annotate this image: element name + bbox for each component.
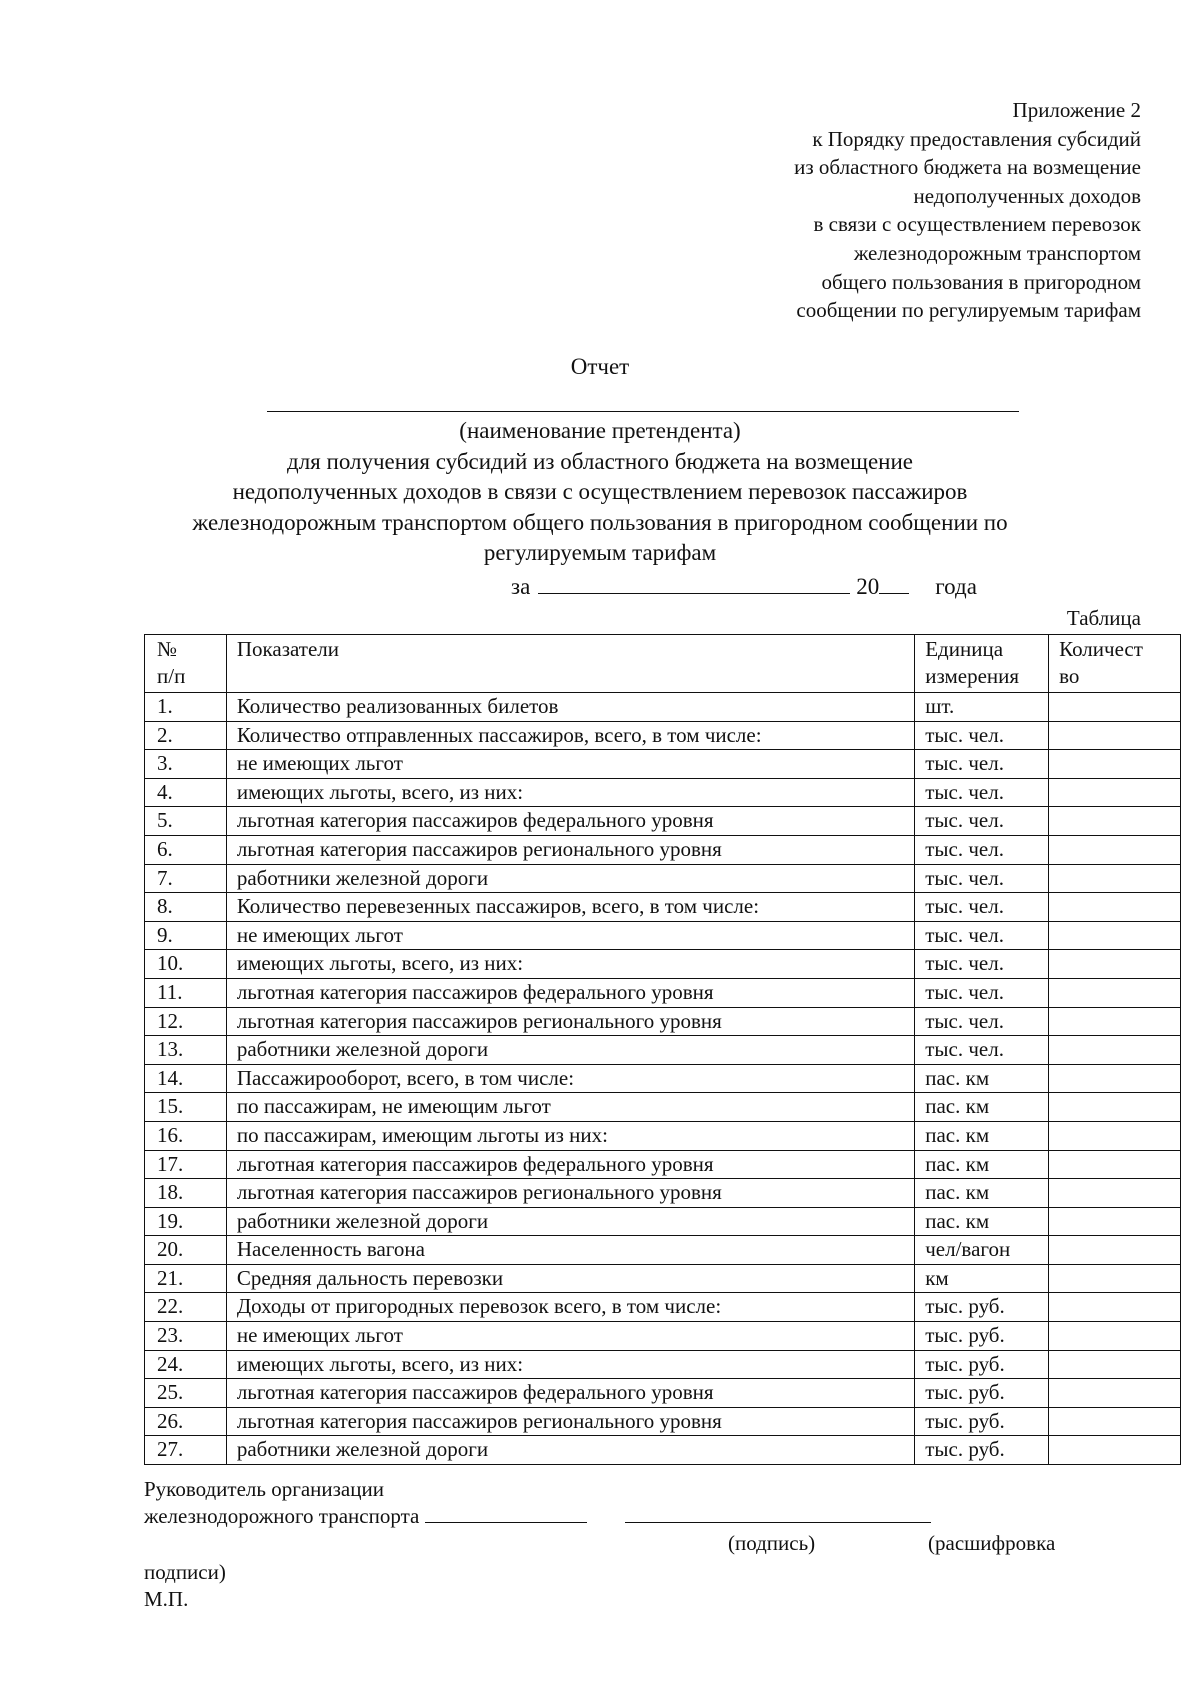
row-unit: пас. км: [915, 1093, 1049, 1122]
row-indicator: льготная категория пассажиров федерального уровня: [226, 807, 914, 836]
row-unit: пас. км: [915, 1207, 1049, 1236]
table-row: [145, 950, 1181, 979]
row-indicator: льготная категория пассажиров федерального уровня: [226, 1150, 914, 1179]
row-quantity: [1049, 1436, 1181, 1465]
row-unit: шт.: [915, 693, 1049, 722]
row-quantity: [1049, 1350, 1181, 1379]
annex-line: общего пользования в пригородном: [821, 269, 1141, 294]
row-unit: тыс. руб.: [915, 1407, 1049, 1436]
row-indicator: по пассажирам, не имеющим льгот: [226, 1093, 914, 1122]
table-row: [145, 978, 1181, 1007]
name-decoding-field: [625, 1519, 931, 1523]
row-number: 25.: [145, 1379, 227, 1408]
annex-line: в связи с осуществлением перевозок: [813, 212, 1141, 237]
row-indicator: работники железной дороги: [226, 1207, 914, 1236]
row-quantity: [1049, 1064, 1181, 1093]
row-indicator: Количество отправленных пассажиров, всего, в том числе:: [226, 721, 914, 750]
row-quantity: [1049, 1121, 1181, 1150]
purpose-line: железнодорожным транспортом общего пользования в пригородном сообщении по: [192, 509, 1008, 535]
annex-line: к Порядку предоставления субсидий: [812, 126, 1141, 151]
row-number: 9.: [145, 921, 227, 950]
row-quantity: [1049, 1093, 1181, 1122]
row-unit: тыс. чел.: [915, 950, 1049, 979]
signature-tail: [144, 1559, 226, 1613]
row-number: 1.: [145, 693, 227, 722]
row-indicator: не имеющих льгот: [226, 750, 914, 779]
annex-line: железнодорожным транспортом: [853, 240, 1141, 265]
row-quantity: [1049, 1207, 1181, 1236]
row-number: 10.: [145, 950, 227, 979]
table-row: [145, 835, 1181, 864]
table-row: [145, 1379, 1181, 1408]
annex-line: сообщении по регулируемым тарифам: [796, 298, 1141, 323]
row-quantity: [1049, 750, 1181, 779]
row-unit: тыс. руб.: [915, 1379, 1049, 1408]
table-row: [145, 893, 1181, 922]
row-number: 16.: [145, 1121, 227, 1150]
row-unit: тыс. чел.: [915, 978, 1049, 1007]
purpose-line: регулируемым тарифам: [483, 540, 717, 565]
row-number: 19.: [145, 1207, 227, 1236]
applicant-name-line: [267, 411, 1019, 412]
table-row: [145, 1150, 1181, 1179]
row-quantity: [1049, 1322, 1181, 1351]
row-unit: тыс. чел.: [915, 778, 1049, 807]
signature-caption: (подпись): [728, 1531, 816, 1555]
row-number: 17.: [145, 1150, 227, 1179]
row-unit: тыс. руб.: [915, 1350, 1049, 1379]
row-unit: тыс. чел.: [915, 864, 1049, 893]
row-quantity: [1049, 1150, 1181, 1179]
table-body: [145, 693, 1181, 1465]
row-number: 22.: [145, 1293, 227, 1322]
row-number: 5.: [145, 807, 227, 836]
table-row: [145, 1407, 1181, 1436]
period-suffix: года: [935, 574, 977, 599]
row-quantity: [1049, 921, 1181, 950]
row-indicator: работники железной дороги: [226, 864, 914, 893]
header-num: № п/п: [145, 635, 227, 693]
row-quantity: [1049, 1379, 1181, 1408]
row-unit: пас. км: [915, 1064, 1049, 1093]
table-header-row: [145, 635, 1181, 693]
signature-block: [144, 1476, 931, 1530]
table-row: [145, 921, 1181, 950]
table-row: [145, 1093, 1181, 1122]
row-indicator: не имеющих льгот: [226, 921, 914, 950]
row-quantity: [1049, 1036, 1181, 1065]
row-quantity: [1049, 978, 1181, 1007]
row-number: 11.: [145, 978, 227, 1007]
row-number: 24.: [145, 1350, 227, 1379]
row-quantity: [1049, 693, 1181, 722]
table-row: [145, 1179, 1181, 1208]
row-indicator: льготная категория пассажиров регионального уровня: [226, 1407, 914, 1436]
table-row: [145, 1121, 1181, 1150]
row-unit: тыс. руб.: [915, 1293, 1049, 1322]
row-unit: тыс. руб.: [915, 1322, 1049, 1351]
annex-line: Приложение 2: [1012, 98, 1141, 122]
head-title-line2: железнодорожного транспорта: [144, 1503, 931, 1530]
header-unit: Единица измерения: [915, 635, 1049, 693]
row-quantity: [1049, 1007, 1181, 1036]
row-unit: тыс. руб.: [915, 1436, 1049, 1465]
row-indicator: льготная категория пассажиров федерального уровня: [226, 1379, 914, 1408]
row-unit: тыс. чел.: [915, 835, 1049, 864]
report-table: [144, 634, 1181, 1465]
row-number: 21.: [145, 1264, 227, 1293]
row-unit: чел/вагон: [915, 1236, 1049, 1265]
period-prefix: за: [511, 574, 531, 599]
row-indicator: работники железной дороги: [226, 1436, 914, 1465]
report-heading: [0, 416, 1200, 569]
row-indicator: Количество перевезенных пассажиров, всего, в том числе:: [226, 893, 914, 922]
row-quantity: [1049, 835, 1181, 864]
purpose-line: для получения субсидий из областного бюджета на возмещение: [287, 448, 913, 474]
report-title: Отчет: [570, 354, 630, 379]
row-unit: пас. км: [915, 1150, 1049, 1179]
row-unit: тыс. чел.: [915, 893, 1049, 922]
purpose-line: недополученных доходов в связи с осуществлением перевозок пассажиров: [232, 479, 968, 504]
row-unit: км: [915, 1264, 1049, 1293]
row-number: 13.: [145, 1036, 227, 1065]
row-number: 23.: [145, 1322, 227, 1351]
row-number: 2.: [145, 721, 227, 750]
row-unit: тыс. чел.: [915, 750, 1049, 779]
table-row: [145, 1436, 1181, 1465]
row-unit: тыс. чел.: [915, 1036, 1049, 1065]
row-indicator: Пассажирооборот, всего, в том числе:: [226, 1064, 914, 1093]
row-quantity: [1049, 1264, 1181, 1293]
row-unit: тыс. чел.: [915, 807, 1049, 836]
row-quantity: [1049, 893, 1181, 922]
report-period: [511, 572, 977, 602]
row-quantity: [1049, 778, 1181, 807]
annex-line: недополученных доходов: [913, 183, 1141, 208]
row-indicator: Доходы от пригородных перевозок всего, в том числе:: [226, 1293, 914, 1322]
row-quantity: [1049, 864, 1181, 893]
table-row: [145, 750, 1181, 779]
table-row: [145, 1036, 1181, 1065]
row-indicator: Средняя дальность перевозки: [226, 1264, 914, 1293]
head-title-line1: Руководитель организации: [144, 1477, 384, 1501]
signature-field: [425, 1519, 587, 1523]
year-blank: [879, 589, 909, 594]
table-row: [145, 1322, 1181, 1351]
table-row: [145, 778, 1181, 807]
table-row: [145, 864, 1181, 893]
row-quantity: [1049, 1179, 1181, 1208]
row-quantity: [1049, 1407, 1181, 1436]
table-row: [145, 1236, 1181, 1265]
row-unit: тыс. чел.: [915, 1007, 1049, 1036]
stamp-place: М.П.: [144, 1587, 189, 1611]
row-unit: пас. км: [915, 1179, 1049, 1208]
row-number: 18.: [145, 1179, 227, 1208]
row-number: 6.: [145, 835, 227, 864]
annex-reference: [541, 96, 1141, 325]
row-indicator: льготная категория пассажиров федерального уровня: [226, 978, 914, 1007]
decoding-caption: (расшифровка: [928, 1531, 1056, 1555]
row-unit: тыс. чел.: [915, 921, 1049, 950]
annex-line: из областного бюджета на возмещение: [794, 155, 1141, 180]
table-row: [145, 1350, 1181, 1379]
table-row: [145, 721, 1181, 750]
row-indicator: работники железной дороги: [226, 1036, 914, 1065]
row-number: 3.: [145, 750, 227, 779]
row-indicator: не имеющих льгот: [226, 1322, 914, 1351]
table-row: [145, 1264, 1181, 1293]
row-unit: пас. км: [915, 1121, 1049, 1150]
table-row: [145, 693, 1181, 722]
row-number: 26.: [145, 1407, 227, 1436]
row-quantity: [1049, 1236, 1181, 1265]
row-indicator: имеющих льготы, всего, из них:: [226, 950, 914, 979]
table-row: [145, 1007, 1181, 1036]
row-number: 12.: [145, 1007, 227, 1036]
header-quantity: Количест во: [1049, 635, 1181, 693]
row-quantity: [1049, 950, 1181, 979]
row-indicator: льготная категория пассажиров регионального уровня: [226, 1179, 914, 1208]
row-number: 4.: [145, 778, 227, 807]
row-quantity: [1049, 721, 1181, 750]
table-row: [145, 1207, 1181, 1236]
row-indicator: Населенность вагона: [226, 1236, 914, 1265]
decoding-caption-cont: подписи): [144, 1560, 226, 1584]
period-year-prefix: 20: [856, 574, 880, 599]
row-indicator: имеющих льготы, всего, из них:: [226, 1350, 914, 1379]
row-indicator: Количество реализованных билетов: [226, 693, 914, 722]
row-number: 15.: [145, 1093, 227, 1122]
header-indicator: Показатели: [226, 635, 914, 693]
table-row: [145, 1293, 1181, 1322]
row-quantity: [1049, 1293, 1181, 1322]
row-number: 27.: [145, 1436, 227, 1465]
table-row: [145, 1064, 1181, 1093]
row-indicator: льготная категория пассажиров регионального уровня: [226, 835, 914, 864]
row-indicator: льготная категория пассажиров регионального уровня: [226, 1007, 914, 1036]
row-number: 7.: [145, 864, 227, 893]
row-number: 14.: [145, 1064, 227, 1093]
row-number: 20.: [145, 1236, 227, 1265]
row-number: 8.: [145, 893, 227, 922]
period-blank: [538, 589, 850, 594]
row-quantity: [1049, 807, 1181, 836]
applicant-caption: (наименование претендента): [459, 418, 741, 443]
row-indicator: по пассажирам, имеющим льготы из них:: [226, 1121, 914, 1150]
table-label: Таблица: [1066, 606, 1141, 630]
row-unit: тыс. чел.: [915, 721, 1049, 750]
table-row: [145, 807, 1181, 836]
row-indicator: имеющих льготы, всего, из них:: [226, 778, 914, 807]
